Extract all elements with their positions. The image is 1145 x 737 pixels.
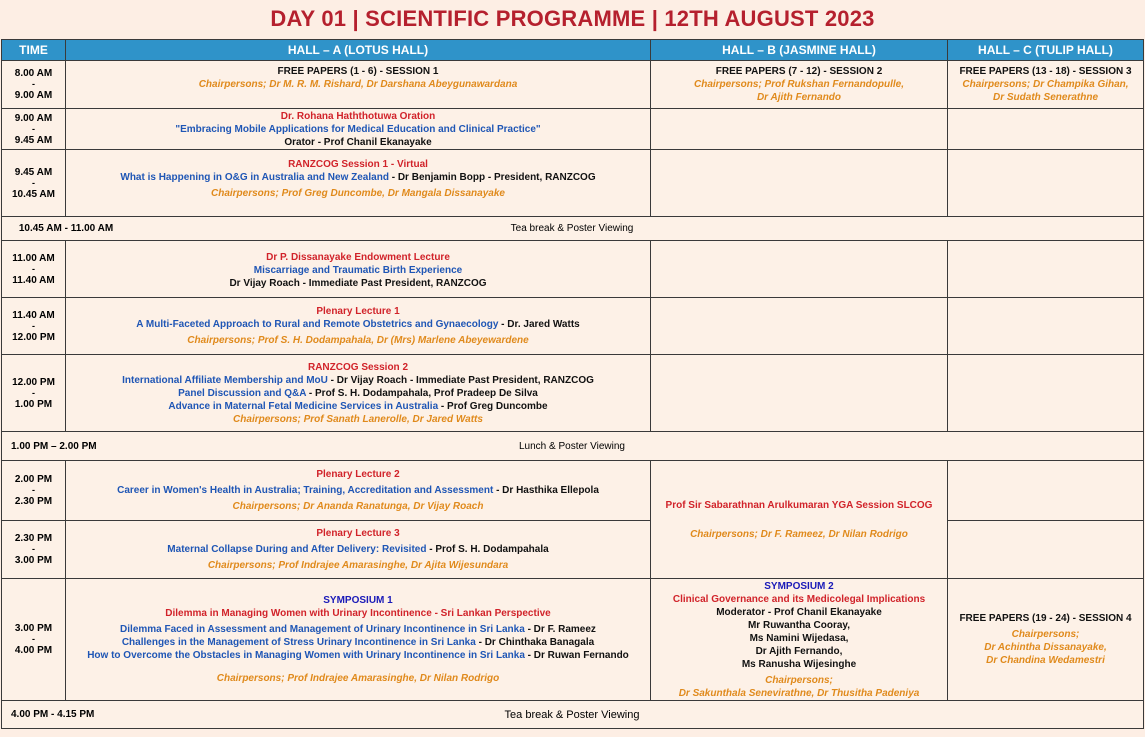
time-cell: 12.00 PM - 1.00 PM [2,355,66,432]
session-title: Dr P. Dissanayake Endowment Lecture [266,251,450,263]
session-title: Plenary Lecture 3 [316,528,400,539]
session-topic: Advance in Maternal Fetal Medicine Services in Australia [168,400,439,412]
break-cell [2,432,1144,461]
time-cell: 11.40 AM - 12.00 PM [2,298,66,355]
hall-a-session [66,61,651,109]
session-topic: Miscarriage and Traumatic Birth Experience [253,264,463,276]
panelist: Ms Namini Wijedasa, [749,632,849,644]
session-title: Plenary Lecture 2 [316,469,400,480]
break-time: 10.45 AM - 11.00 AM [18,223,114,234]
chairpersons: Chairpersons; Dr F. Rameez, Dr Nilan Rodrigo [690,528,908,540]
session-title: FREE PAPERS (19 - 24) - SESSION 4 [959,613,1132,624]
time-end: 11.40 AM [12,274,55,286]
time-start: 9.45 AM [14,166,53,178]
chairpersons: Chairpersons; Prof Rukshan Fernandopulle, [693,79,905,90]
session-speaker: Orator - Prof Chanil Ekanayake [284,136,432,148]
table-row [2,61,1144,109]
panelist: Dr Ajith Fernando, [755,645,843,657]
break-label: Tea break & Poster Viewing [504,708,640,721]
time-cell: 8.00 AM - 9.00 AM [2,61,66,109]
time-cell: 9.45 AM - 10.45 AM [2,150,66,217]
time-end: 10.45 AM [12,188,55,200]
panelist: Ms Ranusha Wijesinghe [741,658,857,670]
time-start: 9.00 AM [14,112,53,124]
break-time: 1.00 PM – 2.00 PM [11,440,97,452]
chairpersons: Chairpersons; Prof Greg Duncombe, Dr Mangala Dissanayake [211,188,505,199]
session-topic: A Multi-Faceted Approach to Rural and Remote Obstetrics and Gynaecology [136,319,499,330]
table-row [2,241,1144,298]
hall-a-session [66,109,651,150]
session-title: RANZCOG Session 2 [307,361,409,373]
break-cell [2,217,1144,241]
session-title: SYMPOSIUM 1 [323,595,393,606]
hall-c-session [948,579,1144,701]
moderator: Moderator - Prof Chanil Ekanayake [716,606,882,618]
time-end: 9.45 AM [14,134,53,146]
chairpersons: Chairpersons; Prof S. H. Dodampahala, Dr (Mrs) Marlene Abeyewardene [187,335,529,346]
time-end: 1.00 PM [14,398,53,410]
hall-c-empty [948,461,1144,521]
hall-b-session [651,61,948,109]
time-start: 11.00 AM [12,252,55,264]
chairpersons-cont: Dr Achintha Dissanayake, [984,642,1107,653]
hall-c-empty [948,521,1144,579]
hall-a-session [66,150,651,217]
hall-b-empty [651,109,948,150]
time-end: 9.00 AM [14,90,53,101]
time-end: 3.00 PM [14,555,53,566]
time-cell: 9.00 AM - 9.45 AM [2,109,66,150]
hall-b-session [651,579,948,701]
time-start: 12.00 PM [12,376,55,388]
table-row [2,521,1144,579]
session-subtitle: Clinical Governance and its Medicolegal Implications [672,593,926,605]
session-topic: Career in Women's Health in Australia; Training, Accreditation and Assessment [117,485,494,496]
header-hall-a: HALL – A (LOTUS HALL) [66,40,651,61]
session-title: Prof Sir Sabarathnan Arulkumaran YGA Session SLCOG [665,499,933,511]
chairpersons: Chairpersons; Prof Indrajee Amarasinghe, Dr Ajita Wijesundara [207,560,509,571]
chairpersons: Chairpersons; Dr M. R. M. Rishard, Dr Darshana Abeygunawardana [198,79,518,90]
time-start: 3.00 PM [14,623,53,634]
chairpersons-cont: Dr Ajith Fernando [756,92,842,103]
chairpersons-cont: Dr Sudath Senerathne [992,92,1099,103]
break-row [2,217,1144,241]
table-row [2,109,1144,150]
session-title: RANZCOG Session 1 - Virtual [288,159,428,170]
session-speaker: - Dr Hasthika Ellepola [493,485,599,496]
table-row [2,579,1144,701]
chairpersons: Chairpersons; Prof Indrajee Amarasinghe, Dr Nilan Rodrigo [216,673,500,684]
chairpersons-cont: Dr Sakunthala Senevirathne, Dr Thusitha Padeniya [678,687,920,699]
session-title: FREE PAPERS (13 - 18) - SESSION 3 [959,66,1132,77]
header-time: TIME [2,40,66,61]
session-speaker: - Dr Ruwan Fernando [524,650,629,661]
hall-a-session [66,521,651,579]
time-cell: 11.00 AM - 11.40 AM [2,241,66,298]
time-start: 2.30 PM [14,533,53,544]
hall-c-empty [948,241,1144,298]
session-title: Dr. Rohana Haththotuwa Oration [280,110,436,122]
programme-table [1,39,1144,729]
time-end: 12.00 PM [12,331,55,343]
break-row [2,701,1144,729]
session-speaker: - Dr Chinthaka Banagala [475,637,595,648]
time-start: 2.00 PM [14,474,53,485]
chairpersons: Chairpersons; [765,674,833,686]
session-topic: What is Happening in O&G in Australia and New Zealand [120,172,389,183]
session-speaker: - Dr Vijay Roach - Immediate Past President, RANZCOG [327,374,594,386]
hall-c-empty [948,109,1144,150]
header-hall-c: HALL – C (TULIP HALL) [948,40,1144,61]
break-cell [2,701,1144,729]
hall-c-session [948,61,1144,109]
session-topic: Panel Discussion and Q&A [178,387,307,399]
session-speaker: - Prof Greg Duncombe [438,400,548,412]
hall-a-session [66,298,651,355]
session-subtitle: Dilemma in Managing Women with Urinary Incontinence - Sri Lankan Perspective [165,608,551,619]
table-row [2,150,1144,217]
time-cell: 2.30 PM - 3.00 PM [2,521,66,579]
session-speaker: - Prof S. H. Dodampahala, Prof Pradeep De Silva [306,387,538,399]
hall-b-empty [651,150,948,217]
table-row [2,355,1144,432]
session-topic: Challenges in the Management of Stress Urinary Incontinence in Sri Lanka [121,637,476,648]
hall-c-empty [948,150,1144,217]
page-title: DAY 01 | SCIENTIFIC PROGRAMME | 12TH AUGUST 2023 [270,6,875,31]
break-row [2,432,1144,461]
hall-c-empty [948,298,1144,355]
time-cell: 3.00 PM - 4.00 PM [2,579,66,701]
session-topic: Dilemma Faced in Assessment and Management of Urinary Incontinence in Sri Lanka [120,624,525,635]
hall-b-empty [651,298,948,355]
session-topic: Maternal Collapse During and After Delivery: Revisited [167,544,427,555]
session-topic: International Affiliate Membership and MoU [122,374,328,386]
session-speaker: - Dr F. Rameez [524,624,596,635]
hall-a-session [66,579,651,701]
table-row [2,298,1144,355]
time-start: 11.40 AM [12,309,55,321]
session-topic: How to Overcome the Obstacles in Managing Women with Urinary Incontinence in Sri Lanka [87,650,525,661]
time-start: 8.00 AM [14,68,53,79]
hall-b-empty [651,355,948,432]
panelist: Mr Ruwantha Cooray, [747,619,851,631]
chairpersons: Chairpersons; [1011,629,1080,640]
chairpersons: Chairpersons; Dr Ananda Ranatunga, Dr Vijay Roach [232,501,484,512]
session-title: Plenary Lecture 1 [316,306,400,317]
table-row [2,461,1144,521]
chairpersons-cont: Dr Chandina Wedamestri [986,655,1105,666]
header-row [2,40,1144,61]
chairpersons: Chairpersons; Prof Sanath Lanerolle, Dr Jared Watts [233,413,483,425]
time-end: 2.30 PM [14,496,53,507]
break-label: Tea break & Poster Viewing [510,223,634,234]
session-topic: "Embracing Mobile Applications for Medical Education and Clinical Practice" [175,123,541,135]
break-time: 4.00 PM - 4.15 PM [11,709,95,720]
session-speaker: - Prof S. H. Dodampahala [426,544,549,555]
time-end: 4.00 PM [14,645,53,656]
hall-b-session [651,461,948,579]
break-label: Lunch & Poster Viewing [519,440,625,452]
session-speaker: - Dr Benjamin Bopp - President, RANZCOG [388,172,596,183]
hall-a-session [66,461,651,521]
hall-a-session [66,241,651,298]
session-title: SYMPOSIUM 2 [764,580,834,592]
hall-c-empty [948,355,1144,432]
session-speaker: Dr Vijay Roach - Immediate Past President, RANZCOG [229,277,487,289]
session-title: FREE PAPERS (7 - 12) - SESSION 2 [715,66,883,77]
hall-b-empty [651,241,948,298]
chairpersons: Chairpersons; Dr Champika Gihan, [962,79,1129,90]
hall-a-session [66,355,651,432]
header-hall-b: HALL – B (JASMINE HALL) [651,40,948,61]
session-title: FREE PAPERS (1 - 6) - SESSION 1 [277,66,439,77]
session-speaker: - Dr. Jared Watts [498,319,580,330]
time-cell: 2.00 PM - 2.30 PM [2,461,66,521]
